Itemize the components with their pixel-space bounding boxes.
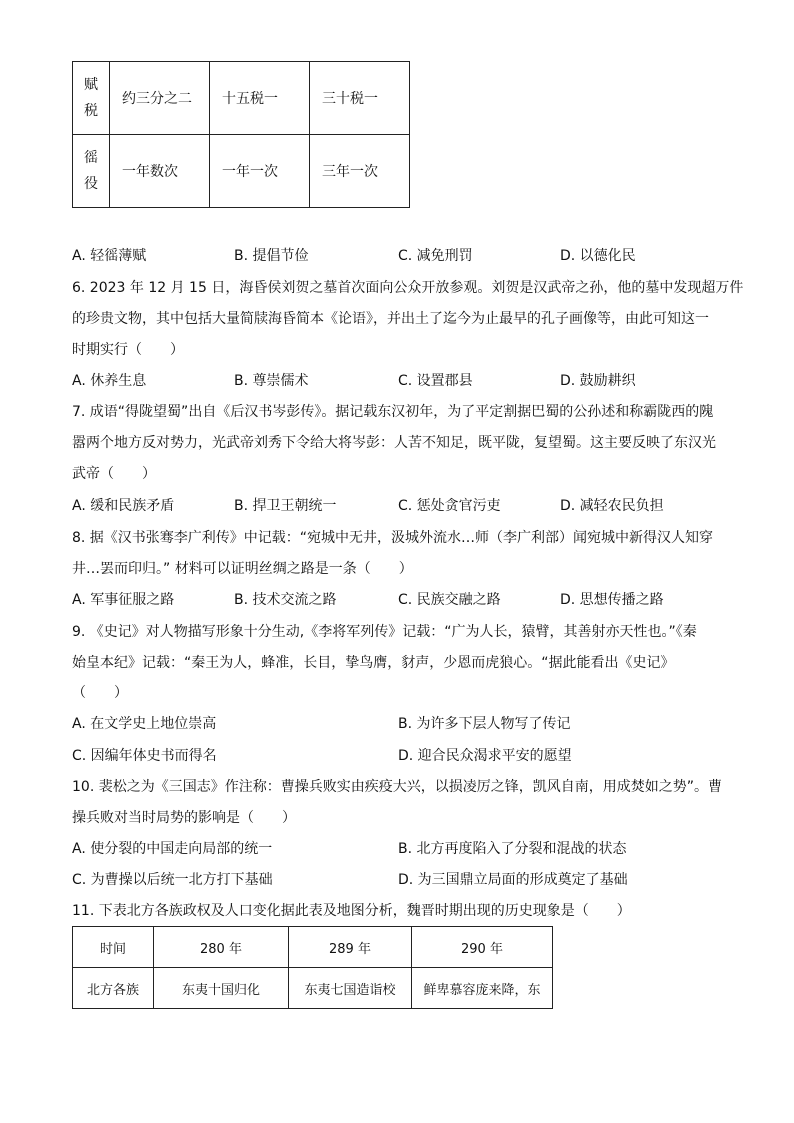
- option-c[interactable]: C. 减免刑罚: [398, 248, 473, 264]
- option-a[interactable]: A. 轻徭薄赋: [72, 248, 147, 264]
- table-cell: 一年一次: [210, 135, 310, 208]
- table-header-cell: 290 年: [412, 927, 553, 968]
- option-b[interactable]: B. 提倡节俭: [234, 248, 309, 264]
- table-header-cell: 280 年: [154, 927, 289, 968]
- table-header-cell: 时间: [73, 927, 154, 968]
- question-9-line: 始皇本纪》记载：“秦王为人，蜂准，长目，挚鸟膺，豺声，少恩而虎狼心。“据此能看出《史记》: [72, 655, 675, 671]
- table-cell: 北方各族: [73, 968, 154, 1009]
- option-a[interactable]: A. 在文学史上地位崇高: [72, 716, 217, 732]
- option-c[interactable]: C. 因编年体史书而得名: [72, 748, 217, 764]
- table-header-cell: 289 年: [289, 927, 412, 968]
- table-cell: 东夷十国归化: [154, 968, 289, 1009]
- question-7-line: 7. 成语“得陇望蜀”出自《后汉书岑彭传》。据记载东汉初年，为了平定割据巴蜀的公孙述和称霸陇西的隗: [72, 404, 714, 420]
- option-d[interactable]: D. 鼓励耕织: [560, 373, 636, 389]
- question-9-line: （ ）: [72, 685, 128, 701]
- question-9-line: 9. 《史记》对人物描写形象十分生动,《李将军列传》记载：“广为人长，猿臂，其善射亦天性也。”《秦: [72, 624, 697, 640]
- question-10-line: 操兵败对当时局势的影响是（ ）: [72, 810, 296, 826]
- table-cell: 鲜卑慕容庞来降，东: [412, 968, 553, 1009]
- option-a[interactable]: A. 军事征服之路: [72, 592, 175, 608]
- option-d[interactable]: D. 以德化民: [560, 248, 636, 264]
- tax-corvee-table: [72, 61, 410, 208]
- table-cell: 十五税一: [210, 62, 310, 135]
- ethnic-regime-table: [72, 926, 553, 1009]
- table-row: [73, 62, 410, 135]
- question-11-line: 11. 下表北方各族政权及人口变化据此表及地图分析，魏晋时期出现的历史现象是（ ）: [72, 903, 631, 919]
- option-d[interactable]: D. 迎合民众渴求平安的愿望: [398, 748, 572, 764]
- option-b[interactable]: B. 捍卫王朝统一: [234, 498, 337, 514]
- option-c[interactable]: C. 民族交融之路: [398, 592, 501, 608]
- table-header-row: [73, 927, 553, 968]
- option-a[interactable]: A. 使分裂的中国走向局部的统一: [72, 841, 273, 857]
- table-cell: 三年一次: [310, 135, 410, 208]
- option-c[interactable]: C. 设置郡县: [398, 373, 473, 389]
- question-6-line: 时期实行（ ）: [72, 342, 184, 358]
- option-d[interactable]: D. 减轻农民负担: [560, 498, 664, 514]
- table-cell: 一年数次: [110, 135, 210, 208]
- option-c[interactable]: C. 为曹操以后统一北方打下基础: [72, 872, 273, 888]
- question-6-line: 6. 2023 年 12 月 15 日，海昏侯刘贺之墓首次面向公众开放参观。刘贺是汉武帝之孙，他的墓中发现超万件: [72, 280, 744, 296]
- option-d[interactable]: D. 思想传播之路: [560, 592, 664, 608]
- option-b[interactable]: B. 技术交流之路: [234, 592, 337, 608]
- option-b[interactable]: B. 为许多下层人物写了传记: [398, 716, 571, 732]
- question-10-line: 10. 裴松之为《三国志》作注称：曹操兵败实由疾疫大兴，以损凌厉之锋，凯风自南，用成焚如之势”。曹: [72, 779, 722, 795]
- table-cell: 约三分之二: [110, 62, 210, 135]
- row-header-tax: 赋 税: [73, 62, 110, 135]
- table-cell: 东夷七国造诣校: [289, 968, 412, 1009]
- option-a[interactable]: A. 缓和民族矛盾: [72, 498, 175, 514]
- row-header-corvee: 徭 役: [73, 135, 110, 208]
- question-7-line: 武帝（ ）: [72, 466, 156, 482]
- option-d[interactable]: D. 为三国鼎立局面的形成奠定了基础: [398, 872, 628, 888]
- option-a[interactable]: A. 休养生息: [72, 373, 147, 389]
- question-6-line: 的珍贵文物，其中包括大量简牍海昏简本《论语》，并出土了迄今为止最早的孔子画像等，由此可知这一: [72, 311, 709, 327]
- table-cell: 三十税一: [310, 62, 410, 135]
- option-c[interactable]: C. 惩处贪官污吏: [398, 498, 501, 514]
- question-8-line: 井…罢而印归。” 材料可以证明丝绸之路是一条（ ）: [72, 561, 413, 577]
- option-b[interactable]: B. 北方再度陷入了分裂和混战的状态: [398, 841, 627, 857]
- table-row: [73, 968, 553, 1009]
- table-row: [73, 135, 410, 208]
- question-8-line: 8. 据《汉书张骞李广利传》中记载：“宛城中无井，汲城外流水…师（李广利部）闻宛城中新得汉人知穿: [72, 530, 714, 546]
- question-7-line: 嚣两个地方反对势力，光武帝刘秀下令给大将岑彭：人苦不知足，既平陇，复望蜀。这主要反映了东汉光: [72, 435, 716, 451]
- option-b[interactable]: B. 尊崇儒术: [234, 373, 309, 389]
